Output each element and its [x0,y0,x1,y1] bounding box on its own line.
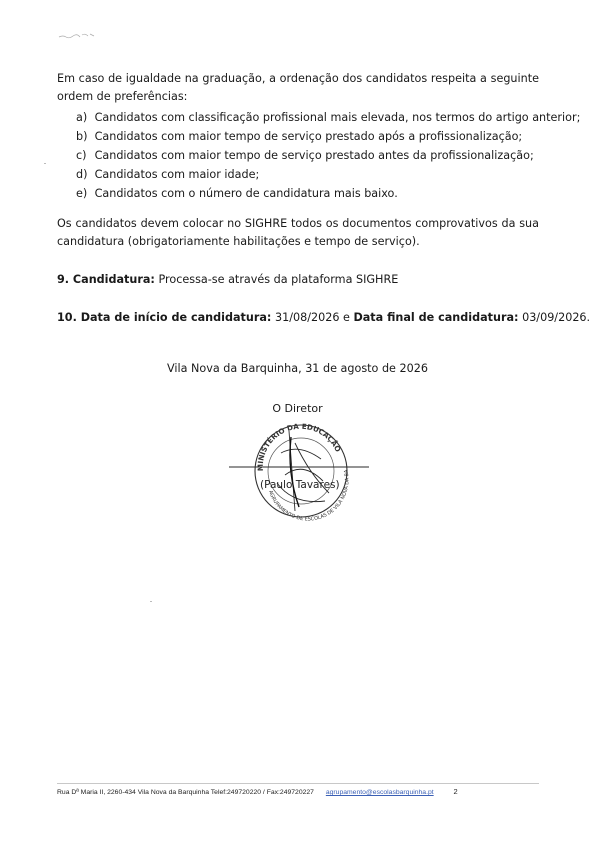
candidature-item [57,273,398,286]
documents-paragraph: Os candidatos devem colocar no SIGHRE todos os documentos comprovativos da sua candidatura (obrigatoriamente habilitações e tempo de serviço). [57,217,539,248]
list-item-text: Candidatos com maior tempo de serviço prestado antes da profissionalização; [94,149,534,162]
page-number: 2 [453,787,458,796]
speck [44,163,46,164]
signatory-role: O Diretor [272,402,323,415]
list-item [76,127,580,146]
margin-scribble [58,30,98,40]
list-item [76,146,580,165]
start-date-label: 10. Data de início de candidatura: [57,311,272,324]
list-marker: c) [76,149,87,162]
list-marker: e) [76,187,88,200]
official-stamp [229,413,369,523]
footer-address: Rua Dª Maria II, 2260-434 Vila Nova da Barquinha Telef:249720220 / Fax:249720227 [57,789,314,796]
dates-item [57,311,590,324]
list-item-text: Candidatos com classificação profissional mais elevada, nos termos do artigo anterior; [94,111,581,124]
stamp-bottom-text: AGRUPAMENTO DE ESCOLAS DE VILA NOVA DA BA [267,468,351,523]
candidature-label: 9. Candidatura: [57,273,155,286]
place-date: Vila Nova da Barquinha, 31 de agosto de 2026 [167,362,428,375]
signatory-name: (Paulo Tavares) [260,479,340,491]
end-date-label: Data final de candidatura: [353,311,519,324]
list-item [76,165,580,184]
tie-break-paragraph: Em caso de igualdade na graduação, a ordenação dos candidatos respeita a seguinte ordem de preferências: [57,72,539,103]
end-date-value: 03/09/2026. [518,311,591,324]
footer-rule [57,783,539,784]
page-footer [57,787,458,796]
list-marker: b) [76,130,88,143]
list-marker: d) [76,168,88,181]
list-item [76,184,580,203]
list-item-text: Candidatos com maior tempo de serviço prestado após a profissionalização; [94,130,523,143]
list-marker: a) [76,111,88,124]
list-item-text: Candidatos com o número de candidatura mais baixo. [94,187,398,200]
candidature-text: Processa-se através da plataforma SIGHRE [154,273,399,286]
stamp-top-text: MINISTÉRIO DA EDUCAÇÃO [255,421,343,472]
preference-list [76,108,580,203]
list-item-text: Candidatos com maior idade; [94,168,260,181]
footer-email-link[interactable]: agrupamento@escolasbarquinha.pt [325,789,434,796]
list-item [76,108,580,127]
speck [150,601,152,602]
start-date-value: 31/08/2026 e [271,311,354,324]
